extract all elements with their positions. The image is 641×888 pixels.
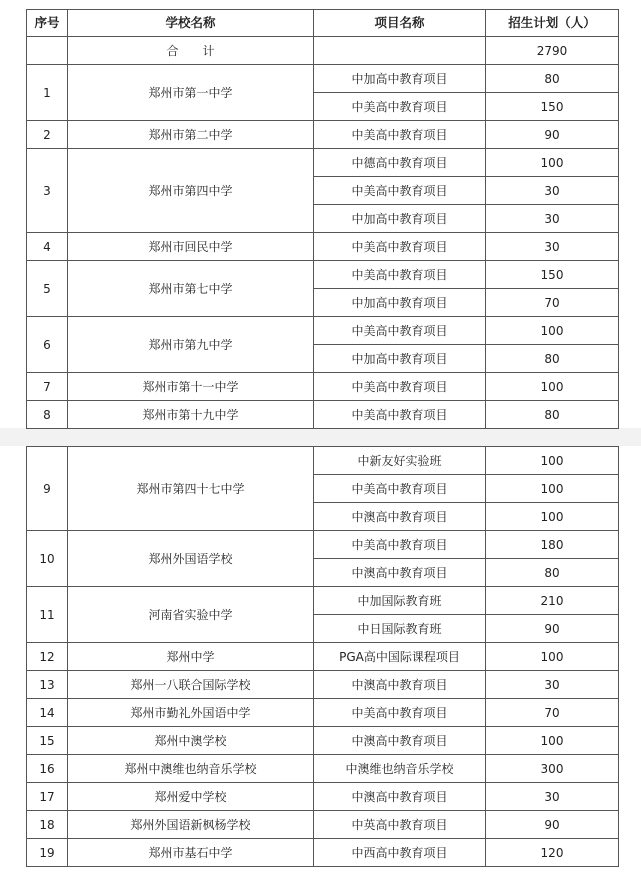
school-name: 郑州市第十九中学 — [68, 401, 314, 429]
table-row — [27, 811, 619, 839]
program-name: 中德高中教育项目 — [314, 149, 486, 177]
table-row — [27, 587, 619, 615]
plan-count: 300 — [486, 755, 619, 783]
total-index-cell — [27, 37, 68, 65]
plan-count: 120 — [486, 839, 619, 867]
total-row — [27, 37, 619, 65]
row-index: 1 — [27, 65, 68, 121]
program-name: 中英高中教育项目 — [314, 811, 486, 839]
table-row — [27, 149, 619, 177]
plan-count: 100 — [486, 643, 619, 671]
row-index: 17 — [27, 783, 68, 811]
program-name: 中澳高中教育项目 — [314, 559, 486, 587]
school-name: 郑州市第十一中学 — [68, 373, 314, 401]
program-name: 中美高中教育项目 — [314, 475, 486, 503]
row-index: 6 — [27, 317, 68, 373]
plan-count: 100 — [486, 373, 619, 401]
header-plan: 招生计划（人） — [486, 10, 619, 37]
plan-count: 100 — [486, 447, 619, 475]
header-row — [27, 10, 619, 37]
school-name: 郑州爱中学校 — [68, 783, 314, 811]
plan-count: 30 — [486, 671, 619, 699]
plan-count: 210 — [486, 587, 619, 615]
plan-count: 100 — [486, 503, 619, 531]
school-name: 郑州市第二中学 — [68, 121, 314, 149]
school-name: 郑州市第一中学 — [68, 65, 314, 121]
enrollment-table-part2 — [26, 446, 619, 867]
row-index: 12 — [27, 643, 68, 671]
row-index: 10 — [27, 531, 68, 587]
header-index: 序号 — [27, 10, 68, 37]
school-name: 郑州中澳学校 — [68, 727, 314, 755]
school-name: 郑州市第四十七中学 — [68, 447, 314, 531]
program-name: 中加国际教育班 — [314, 587, 486, 615]
table-row — [27, 373, 619, 401]
row-index: 18 — [27, 811, 68, 839]
plan-count: 70 — [486, 289, 619, 317]
row-index: 14 — [27, 699, 68, 727]
total-program-cell — [314, 37, 486, 65]
school-name: 郑州市基石中学 — [68, 839, 314, 867]
table-row — [27, 447, 619, 475]
school-name: 郑州市第七中学 — [68, 261, 314, 317]
plan-count: 100 — [486, 317, 619, 345]
row-index: 8 — [27, 401, 68, 429]
table-row — [27, 839, 619, 867]
program-name: 中美高中教育项目 — [314, 373, 486, 401]
program-name: 中美高中教育项目 — [314, 699, 486, 727]
program-name: 中美高中教育项目 — [314, 531, 486, 559]
school-name: 郑州一八联合国际学校 — [68, 671, 314, 699]
school-name: 河南省实验中学 — [68, 587, 314, 643]
table-row — [27, 643, 619, 671]
table-row — [27, 121, 619, 149]
table-row — [27, 65, 619, 93]
program-name: 中加高中教育项目 — [314, 289, 486, 317]
school-name: 郑州中学 — [68, 643, 314, 671]
row-index: 7 — [27, 373, 68, 401]
total-label: 合 计 — [68, 37, 314, 65]
program-name: 中美高中教育项目 — [314, 233, 486, 261]
plan-count: 80 — [486, 559, 619, 587]
program-name: 中美高中教育项目 — [314, 177, 486, 205]
table-row — [27, 531, 619, 559]
program-name: 中加高中教育项目 — [314, 65, 486, 93]
program-name: 中澳高中教育项目 — [314, 783, 486, 811]
plan-count: 90 — [486, 615, 619, 643]
row-index: 13 — [27, 671, 68, 699]
program-name: 中美高中教育项目 — [314, 121, 486, 149]
table-row — [27, 727, 619, 755]
row-index: 4 — [27, 233, 68, 261]
program-name: 中美高中教育项目 — [314, 401, 486, 429]
row-index: 3 — [27, 149, 68, 233]
plan-count: 90 — [486, 121, 619, 149]
plan-count: 30 — [486, 205, 619, 233]
school-name: 郑州市第四中学 — [68, 149, 314, 233]
school-name: 郑州市勤礼外国语中学 — [68, 699, 314, 727]
program-name: 中加高中教育项目 — [314, 205, 486, 233]
program-name: 中西高中教育项目 — [314, 839, 486, 867]
plan-count: 70 — [486, 699, 619, 727]
program-name: 中日国际教育班 — [314, 615, 486, 643]
row-index: 15 — [27, 727, 68, 755]
plan-count: 150 — [486, 261, 619, 289]
row-index: 16 — [27, 755, 68, 783]
page-break-gap — [0, 428, 641, 446]
table-row — [27, 233, 619, 261]
row-index: 19 — [27, 839, 68, 867]
table-row — [27, 783, 619, 811]
table-row — [27, 755, 619, 783]
program-name: 中美高中教育项目 — [314, 93, 486, 121]
program-name: 中澳高中教育项目 — [314, 503, 486, 531]
program-name: 中澳维也纳音乐学校 — [314, 755, 486, 783]
plan-count: 80 — [486, 401, 619, 429]
program-name: PGA高中国际课程项目 — [314, 643, 486, 671]
header-school: 学校名称 — [68, 10, 314, 37]
table-row — [27, 261, 619, 289]
plan-count: 30 — [486, 783, 619, 811]
header-program: 项目名称 — [314, 10, 486, 37]
program-name: 中澳高中教育项目 — [314, 727, 486, 755]
plan-count: 100 — [486, 149, 619, 177]
program-name: 中加高中教育项目 — [314, 345, 486, 373]
plan-count: 90 — [486, 811, 619, 839]
program-name: 中美高中教育项目 — [314, 317, 486, 345]
table-row — [27, 671, 619, 699]
table-row — [27, 317, 619, 345]
table-row — [27, 401, 619, 429]
row-index: 11 — [27, 587, 68, 643]
plan-count: 80 — [486, 345, 619, 373]
enrollment-table-part1 — [26, 9, 619, 429]
plan-count: 80 — [486, 65, 619, 93]
program-name: 中澳高中教育项目 — [314, 671, 486, 699]
plan-count: 150 — [486, 93, 619, 121]
plan-count: 100 — [486, 727, 619, 755]
table-row — [27, 699, 619, 727]
row-index: 9 — [27, 447, 68, 531]
total-value: 2790 — [486, 37, 619, 65]
plan-count: 30 — [486, 177, 619, 205]
plan-count: 180 — [486, 531, 619, 559]
program-name: 中新友好实验班 — [314, 447, 486, 475]
school-name: 郑州外国语学校 — [68, 531, 314, 587]
plan-count: 100 — [486, 475, 619, 503]
program-name: 中美高中教育项目 — [314, 261, 486, 289]
school-name: 郑州中澳维也纳音乐学校 — [68, 755, 314, 783]
row-index: 2 — [27, 121, 68, 149]
row-index: 5 — [27, 261, 68, 317]
school-name: 郑州市回民中学 — [68, 233, 314, 261]
school-name: 郑州外国语新枫杨学校 — [68, 811, 314, 839]
school-name: 郑州市第九中学 — [68, 317, 314, 373]
plan-count: 30 — [486, 233, 619, 261]
